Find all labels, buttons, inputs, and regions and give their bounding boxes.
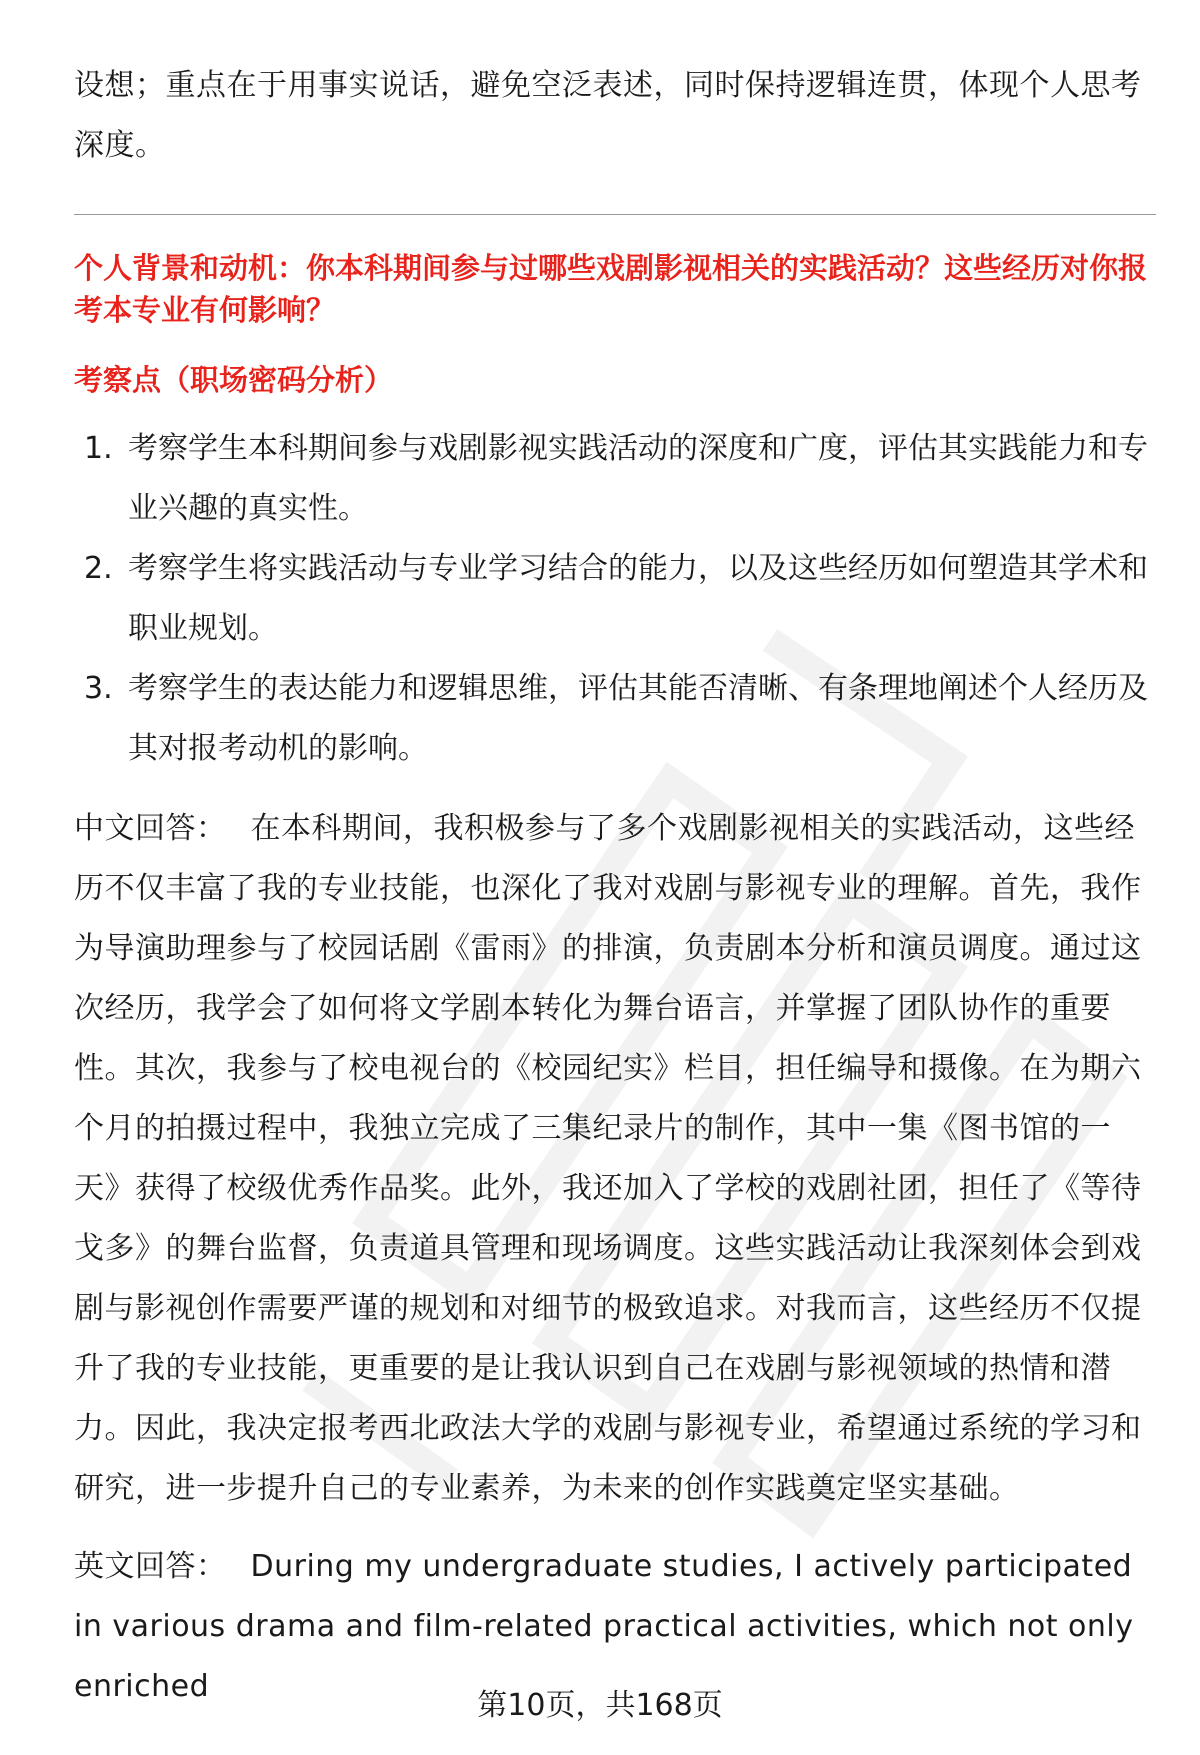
list-item xyxy=(74,539,1156,659)
list-item xyxy=(74,419,1156,539)
list-text: 考察学生本科期间参与戏剧影视实践活动的深度和广度，评估其实践能力和专业兴趣的真实性。 xyxy=(128,431,1148,526)
list-number: 3. xyxy=(84,671,113,706)
list-item xyxy=(74,659,1156,779)
chinese-answer-text: 在本科期间，我积极参与了多个戏剧影视相关的实践活动，这些经历不仅丰富了我的专业技能，也深化了我对戏剧与影视专业的理解。首先，我作为导演助理参与了校园话剧《雷雨》的排演，负责剧本分析和演员调度。通过这次经历，我学会了如何将文学剧本转化为舞台语言，并掌握了团队协作的重要性。其次，我参与了校电视台的《校园纪实》栏目，担任编导和摄像。在为期六个月的拍摄过程中，我独立完成了三集纪录片的制作，其中一集《图书馆的一天》获得了校级优秀作品奖。此外，我还加入了学校的戏剧社团，担任了《等待戈多》的舞台监督，负责道具管理和现场调度。这些实践活动让我深刻体会到戏剧与影视创作需要严谨的规划和对细节的极致追求。对我而言，这些经历不仅提升了我的专业技能，更重要的是让我认识到自己在戏剧与影视领域的热情和潜力。因此，我决定报考西北政法大学的戏剧与影视专业，希望通过系统的学习和研究，进一步提升自己的专业素养，为未来的创作实践奠定坚实基础。 xyxy=(74,811,1142,1506)
list-number: 1. xyxy=(84,431,113,466)
english-answer-label: 英文回答： xyxy=(74,1549,227,1584)
points-heading: 考察点（职场密码分析） xyxy=(74,363,394,397)
page-number-footer: 第10页，共168页 xyxy=(477,1688,723,1723)
list-number: 2. xyxy=(84,551,113,586)
question-title: 个人背景和动机：你本科期间参与过哪些戏剧影视相关的实践活动？这些经历对你报考本专业有何影响？ xyxy=(74,251,1148,327)
page-content xyxy=(74,56,1156,1717)
chinese-answer-label: 中文回答： xyxy=(74,811,227,846)
section-divider xyxy=(74,214,1156,215)
english-answer-text: During my undergraduate studies, I actively participated in various drama and film-related practical activities, which not only enriched xyxy=(74,1549,1134,1704)
points-list xyxy=(74,419,1156,779)
chinese-answer xyxy=(74,799,1156,1519)
intro-tail-paragraph: 设想；重点在于用事实说话，避免空泛表述，同时保持逻辑连贯，体现个人思考深度。 xyxy=(74,68,1142,163)
list-text: 考察学生将实践活动与专业学习结合的能力，以及这些经历如何塑造其学术和职业规划。 xyxy=(128,551,1148,646)
list-text: 考察学生的表达能力和逻辑思维，评估其能否清晰、有条理地阐述个人经历及其对报考动机的影响。 xyxy=(128,671,1148,766)
